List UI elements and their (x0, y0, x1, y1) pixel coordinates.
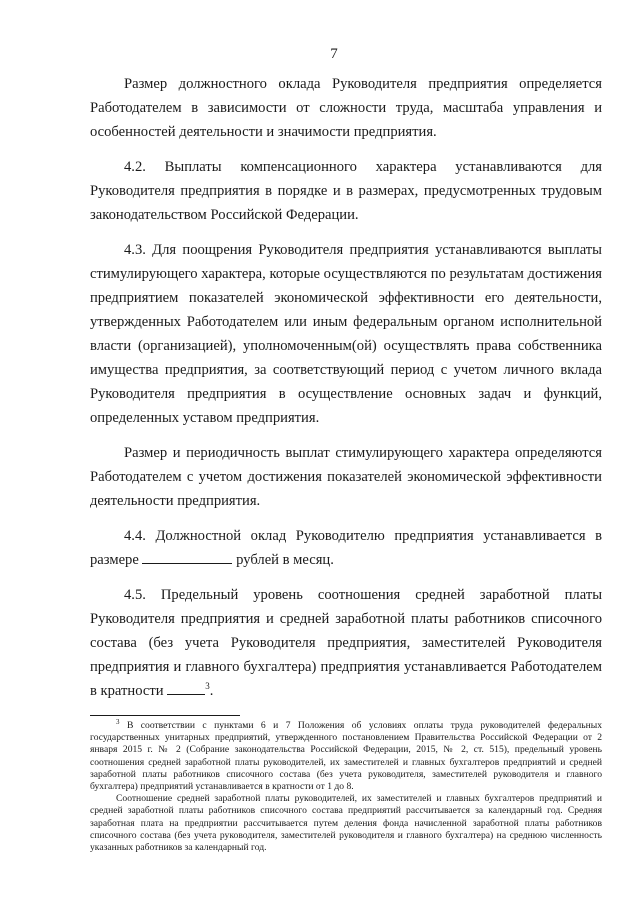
paragraph-4-4-text: 4.4. Должностной оклад Руководителю предприятия устанавливается в размере (90, 528, 602, 568)
paragraph-4-5-text: 4.5. Предельный уровень соотношения средней заработной платы Руководителя предприятия и средней заработной платы работников списочного состава (без учета Руководителя предприятия, заместителей Руководителя предприятия и главного бухгалтера) предприятия устанавливается Работодателем в кратности (90, 587, 602, 699)
footnote-3-part-1 (90, 717, 602, 793)
footnote-reference: 3 (205, 681, 210, 692)
ratio-blank (167, 679, 205, 695)
paragraph-incentive-size: Размер и периодичность выплат стимулирующего характера определяются Работодателем с учетом достижения показателей экономической эффективности деятельности предприятия. (90, 445, 602, 509)
footnote-3-part-2: Соотношение средней заработной платы руководителей, их заместителей и главных бухгалтеров предприятий и средней заработной платы работников списочного состава предприятий рассчитывается за календарный год. Средняя заработная плата на предприятии рассчитывается путем деления фонда начисленной заработной платы работников списочного состава (без учета руководителя, заместителей руководителя и главного бухгалтера) на среднюю численность указанных работников за календарный год. (90, 793, 602, 854)
footnote-separator (90, 715, 240, 716)
paragraph-4-3: 4.3. Для поощрения Руководителя предприятия устанавливаются выплаты стимулирующего характера, которые осуществляются по результатам достижения предприятием показателей экономической эффективности его деятельности, утвержденных Работодателем или иным федеральным органом исполнительной власти (организацией), уполномоченным(ой) осуществлять права собственника имущества предприятия, за соответствующий период с учетом личного вклада Руководителя предприятия в осуществление основных задач и функций, определенных уставом предприятия. (90, 242, 602, 426)
salary-amount-blank (142, 548, 232, 564)
footnote-3-text-1: В соответствии с пунктами 6 и 7 Положения об условиях оплаты труда руководителей федеральных государственных унитарных предприятий, утвержденного постановлением Правительства Российской Федерации от 2 января 2015 г. № 2 (Собрание законодательства Российской Федерации, 2015, № 2, ст. 515), предельный уровень соотношения средней заработной платы руководителей, их заместителей и главных бухгалтеров предприятий и средней заработной платы работников списочного состава (без учета руководителя, заместителей руководителя и главного бухгалтера) предприятий устанавливается в кратности от 1 до 8. (90, 720, 602, 793)
paragraph-4-5-tail: . (209, 683, 214, 699)
paragraph-salary-size: Размер должностного оклада Руководителя предприятия определяется Работодателем в зависимости от сложности труда, масштаба управления и особенностей деятельности и значимости предприятия. (90, 76, 602, 140)
document-body (90, 72, 602, 714)
footnotes (90, 717, 602, 854)
paragraph-4-4-tail: рублей в месяц. (236, 552, 334, 568)
paragraph-4-2: 4.2. Выплаты компенсационного характера устанавливаются для Руководителя предприятия в порядке и в размерах, предусмотренных трудовым законодательством Российской Федерации. (90, 159, 602, 223)
footnote-marker: 3 (116, 717, 120, 726)
paragraph-4-5 (90, 583, 602, 703)
paragraph-4-4 (90, 524, 602, 572)
page-number: 7 (330, 46, 338, 62)
